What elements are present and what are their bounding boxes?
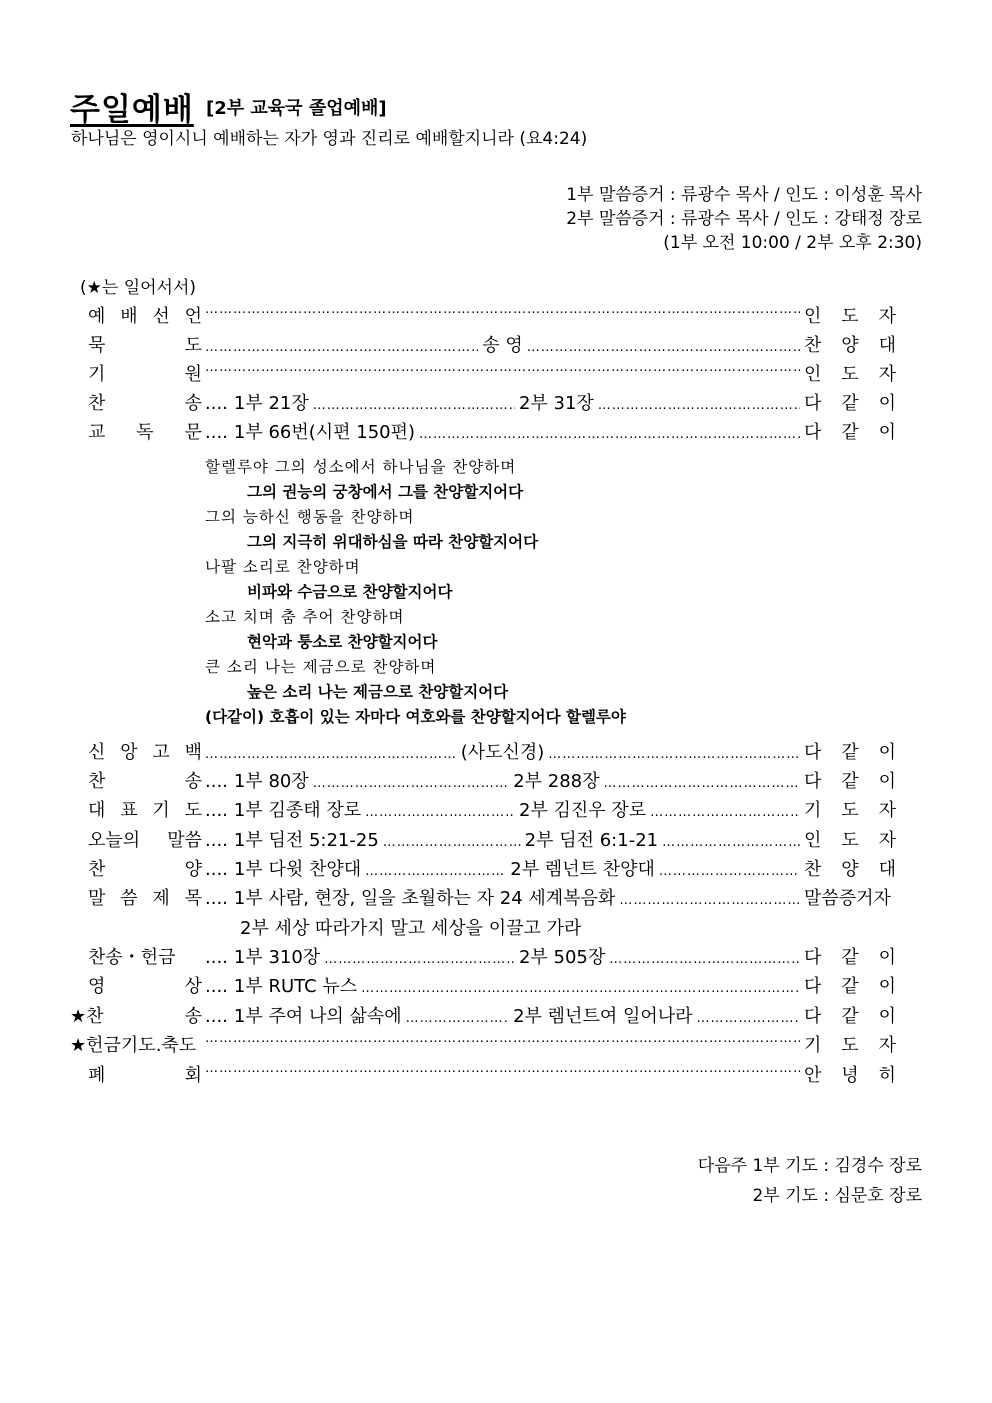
order-role <box>804 767 896 793</box>
order-label-part: 원 <box>184 364 202 385</box>
order-label-part: 찬 <box>88 859 106 880</box>
order-role-part: 찬 <box>804 859 822 880</box>
order-role-part: 찬 <box>804 335 822 356</box>
order-label-part: 표 <box>120 800 138 821</box>
order-detail <box>205 738 800 764</box>
order-detail-text: 1부 RUTC 뉴스 <box>233 976 358 997</box>
short-dot-leader: .... <box>205 422 228 443</box>
order-label-part: 오늘의 <box>88 830 141 851</box>
dot-leader <box>205 340 478 355</box>
order-role-part: 자 <box>878 364 896 385</box>
order-label-part: 송 <box>184 771 202 792</box>
order-label-part: 도 <box>184 335 202 356</box>
reading-line-lead: 나팔 소리로 찬양하며 <box>205 558 361 576</box>
order-role <box>804 1061 896 1087</box>
order-role <box>804 855 896 881</box>
order-row <box>70 302 896 328</box>
order-label-part: 묵 <box>88 335 106 356</box>
order-role <box>804 826 896 852</box>
order-label-part: 선 <box>152 306 170 327</box>
order-role <box>804 1031 896 1057</box>
order-role <box>804 796 896 822</box>
order-detail <box>205 360 800 375</box>
short-dot-leader: .... <box>205 800 228 821</box>
short-dot-leader: .... <box>205 393 228 414</box>
order-detail <box>205 302 800 317</box>
reading-line-lead: 소고 치며 춤 추어 찬양하며 <box>205 608 405 626</box>
order-row <box>70 943 896 969</box>
order-label <box>70 331 202 357</box>
order-role <box>804 418 896 444</box>
order-label-part: 제 <box>152 888 170 909</box>
dot-leader <box>697 1011 800 1026</box>
order-detail <box>205 796 800 822</box>
order-detail <box>205 855 800 881</box>
order-detail-text: 1부 80장 <box>233 771 309 792</box>
dot-leader <box>609 952 800 967</box>
order-detail-text: 2부 505장 <box>518 947 606 968</box>
order-label-part: 교 <box>88 422 106 443</box>
order-role-part: 녕 <box>841 1065 859 1086</box>
order-role-part: 자 <box>878 306 896 327</box>
order-label-part: 찬 <box>88 771 106 792</box>
order-role-part: 이 <box>878 947 896 968</box>
order-label-part: 언 <box>184 306 202 327</box>
order-detail-text: 1부 66번(시편 150편) <box>233 422 416 443</box>
order-detail <box>205 1002 800 1028</box>
order-role-part: 인 <box>804 364 822 385</box>
order-label-part: 송 <box>184 1006 202 1027</box>
service-times: (1부 오전 10:00 / 2부 오후 2:30) <box>663 233 922 253</box>
dot-leader <box>662 835 800 850</box>
order-role-part: 다 <box>804 771 822 792</box>
dot-leader <box>365 805 515 820</box>
short-dot-leader: .... <box>205 859 228 880</box>
order-label-part: 기 <box>88 364 106 385</box>
order-role-part: 이 <box>878 742 896 763</box>
dot-leader <box>205 1031 800 1046</box>
order-label-part: 독 <box>136 422 154 443</box>
order-role-part: 같 <box>841 976 859 997</box>
order-label <box>70 418 202 444</box>
order-role-part: 대 <box>878 335 896 356</box>
order-detail <box>205 767 800 793</box>
order-role-part: 다 <box>804 422 822 443</box>
reading-line-resp: 비파와 수금으로 찬양할지어다 <box>247 583 453 601</box>
order-label-part: 대 <box>88 800 106 821</box>
order-detail-text: 1부 다윗 찬양대 <box>233 859 362 880</box>
order-row <box>70 389 896 415</box>
order-row <box>70 972 896 998</box>
order-row <box>70 767 896 793</box>
order-label-part: 예 <box>88 306 106 327</box>
order-role-part: 다 <box>804 742 822 763</box>
dot-leader <box>406 1011 509 1026</box>
order-label-part: ★헌금기도.축도 <box>70 1035 197 1056</box>
order-role-part: 기 <box>804 800 822 821</box>
dot-leader <box>383 835 521 850</box>
reading-line-resp: 그의 권능의 궁창에서 그를 찬양할지어다 <box>247 483 524 501</box>
order-role <box>804 884 896 910</box>
order-label <box>70 1031 202 1057</box>
order-label <box>70 302 202 328</box>
order-label <box>70 972 202 998</box>
order-role-part: 이 <box>878 422 896 443</box>
dot-leader <box>313 776 509 791</box>
order-label <box>70 1061 202 1087</box>
dot-leader <box>313 398 515 413</box>
order-role <box>804 943 896 969</box>
order-role-part: 자 <box>878 800 896 821</box>
order-detail-text: 2부 렘넌트여 일어나라 <box>513 1006 693 1027</box>
order-row <box>70 796 896 822</box>
order-role-part: 같 <box>841 771 859 792</box>
dot-leader <box>205 1061 800 1076</box>
order-role <box>804 302 896 328</box>
short-dot-leader: .... <box>205 947 228 968</box>
dot-leader <box>361 981 800 996</box>
order-label <box>70 738 202 764</box>
page-title: 주일예배 <box>70 92 194 128</box>
order-detail-text: 1부 김종태 장로 <box>233 800 362 821</box>
order-label <box>70 943 202 969</box>
order-detail-text: (사도신경) <box>460 742 545 763</box>
order-detail <box>205 331 800 357</box>
order-label-part: 찬 <box>88 393 106 414</box>
dot-leader <box>548 747 800 762</box>
order-label-part: 앙 <box>120 742 138 763</box>
order-detail-text: 1부 딤전 5:21-25 <box>233 830 379 851</box>
dot-leader <box>365 864 506 879</box>
order-role-part: 이 <box>878 771 896 792</box>
page-subtitle: [2부 교육국 졸업예배] <box>206 98 387 119</box>
order-label <box>70 826 202 852</box>
order-role-part: 이 <box>878 1006 896 1027</box>
reading-line-all: (다같이) 호흡이 있는 자마다 여호와를 찬양할지어다 할렐루야 <box>205 708 626 726</box>
order-role-part: 다 <box>804 393 822 414</box>
order-role <box>804 1002 896 1028</box>
short-dot-leader: .... <box>205 1006 228 1027</box>
order-role <box>804 331 896 357</box>
order-role-part: 같 <box>841 393 859 414</box>
order-role-part: 기 <box>804 1035 822 1056</box>
order-label <box>70 767 202 793</box>
short-dot-leader: .... <box>205 771 228 792</box>
order-detail <box>205 389 800 415</box>
order-label-part: 기 <box>152 800 170 821</box>
order-role-part: 대 <box>878 859 896 880</box>
short-dot-leader: .... <box>205 976 228 997</box>
order-role-part: 양 <box>841 335 859 356</box>
dot-leader <box>604 776 800 791</box>
order-role-part: 다 <box>804 976 822 997</box>
short-dot-leader: .... <box>205 888 228 909</box>
order-label-part: 말씀 <box>167 830 202 851</box>
reading-line-resp: 현악과 퉁소로 찬양할지어다 <box>247 633 438 651</box>
short-dot-leader: .... <box>205 830 228 851</box>
order-label <box>70 360 202 386</box>
order-label-part: 송 <box>184 393 202 414</box>
order-row <box>70 884 896 910</box>
dot-leader <box>324 952 515 967</box>
order-role-part: 같 <box>841 1006 859 1027</box>
scripture-verse: 하나님은 영이시니 예배하는 자가 영과 진리로 예배할지니라 (요4:24) <box>71 129 588 149</box>
dot-leader <box>205 302 800 317</box>
order-detail <box>205 826 800 852</box>
order-row <box>70 1031 896 1057</box>
order-detail-text: 1부 주여 나의 삶속에 <box>233 1006 402 1027</box>
order-label-part: 씀 <box>120 888 138 909</box>
order-label <box>70 884 202 910</box>
order-role-part: 같 <box>841 742 859 763</box>
order-label-part: 목 <box>184 888 202 909</box>
order-row <box>70 855 896 881</box>
order-role-part: 자 <box>878 830 896 851</box>
dot-leader <box>659 864 800 879</box>
order-detail-text: 1부 21장 <box>233 393 309 414</box>
order-role-part: 이 <box>878 976 896 997</box>
order-role-part: 같 <box>841 947 859 968</box>
reading-line-lead: 할렐루야 그의 성소에서 하나님을 찬양하며 <box>205 458 517 476</box>
order-label-part: 회 <box>184 1065 202 1086</box>
next-week-prayer-2: 2부 기도 : 심문호 장로 <box>752 1186 922 1206</box>
order-label-part: 문 <box>184 422 202 443</box>
reading-line-resp: 그의 지극히 위대하심을 따라 찬양할지어다 <box>247 533 539 551</box>
sermon-title-part-2: 2부 세상 따라가지 말고 세상을 이끌고 가라 <box>240 918 582 939</box>
order-row <box>70 1002 896 1028</box>
dot-leader <box>619 893 800 908</box>
order-role <box>804 389 896 415</box>
dot-leader <box>527 340 800 355</box>
order-detail-text: 2부 288장 <box>513 771 600 792</box>
dot-leader <box>205 360 800 375</box>
reading-line-resp: 높은 소리 나는 제금으로 찬양할지어다 <box>247 683 509 701</box>
order-row <box>70 826 896 852</box>
order-role-part: 도 <box>841 830 859 851</box>
order-label <box>70 1002 202 1028</box>
order-role-part: 도 <box>841 1035 859 1056</box>
order-detail-text: 2부 김진우 장로 <box>518 800 647 821</box>
order-label-part: 말 <box>88 888 106 909</box>
preacher-line-2: 2부 말씀증거 : 류광수 목사 / 인도 : 강태정 장로 <box>566 209 922 229</box>
order-detail-text: 1부 310장 <box>233 947 321 968</box>
order-label-part: 폐 <box>88 1065 106 1086</box>
order-role-part: 히 <box>878 1065 896 1086</box>
order-row <box>70 1061 896 1087</box>
order-role-part: 자 <box>878 1035 896 1056</box>
order-label-part: 상 <box>184 976 202 997</box>
reading-line-lead: 큰 소리 나는 제금으로 찬양하며 <box>205 658 437 676</box>
order-detail <box>205 943 800 969</box>
order-detail <box>205 972 800 998</box>
order-role-part: 이 <box>878 393 896 414</box>
reading-line-lead: 그의 능하신 행동을 찬양하며 <box>205 508 415 526</box>
order-label-part: 백 <box>184 742 202 763</box>
order-label-part: 영 <box>88 976 106 997</box>
dot-leader <box>419 427 800 442</box>
preacher-line-1: 1부 말씀증거 : 류광수 목사 / 인도 : 이성훈 목사 <box>566 185 922 205</box>
order-detail-text: 2부 31장 <box>518 393 594 414</box>
order-label-part: 신 <box>88 742 106 763</box>
order-role-part: 다 <box>804 1006 822 1027</box>
order-role-part: 인 <box>804 306 822 327</box>
next-week-prayer-1: 다음주 1부 기도 : 김경수 장로 <box>697 1156 922 1176</box>
order-detail-text: 1부 사람, 현장, 일을 초월하는 자 24 세계복음화 <box>233 888 616 909</box>
order-role <box>804 360 896 386</box>
order-role-part: 말씀증거자 <box>804 888 891 909</box>
order-detail <box>205 418 800 444</box>
dot-leader <box>598 398 800 413</box>
order-row <box>70 418 896 444</box>
order-detail <box>205 1061 800 1076</box>
order-role-part: 도 <box>841 306 859 327</box>
order-label-part: ★찬 <box>70 1006 104 1027</box>
order-role-part: 도 <box>841 364 859 385</box>
order-detail <box>205 884 800 910</box>
order-detail-text: 2부 렘넌트 찬양대 <box>510 859 655 880</box>
order-detail-text: 2부 딤전 6:1-21 <box>524 830 659 851</box>
order-label-part: 찬송・헌금 <box>88 947 176 968</box>
order-label-part: 도 <box>184 800 202 821</box>
order-row <box>70 331 896 357</box>
dot-leader <box>205 747 457 762</box>
order-detail <box>205 1031 800 1046</box>
order-label-part: 양 <box>184 859 202 880</box>
order-label-part: 배 <box>120 306 138 327</box>
order-label <box>70 855 202 881</box>
standing-note: (★는 일어서서) <box>80 278 197 298</box>
order-label <box>70 389 202 415</box>
order-role-part: 안 <box>804 1065 822 1086</box>
order-role <box>804 972 896 998</box>
order-role <box>804 738 896 764</box>
order-row <box>70 738 896 764</box>
order-row <box>70 360 896 386</box>
order-label <box>70 796 202 822</box>
order-role-part: 양 <box>841 859 859 880</box>
order-role-part: 인 <box>804 830 822 851</box>
order-label-part: 고 <box>152 742 170 763</box>
order-role-part: 다 <box>804 947 822 968</box>
order-role-part: 도 <box>841 800 859 821</box>
order-role-part: 같 <box>841 422 859 443</box>
order-detail-text: 송 영 <box>482 335 523 356</box>
dot-leader <box>650 805 800 820</box>
